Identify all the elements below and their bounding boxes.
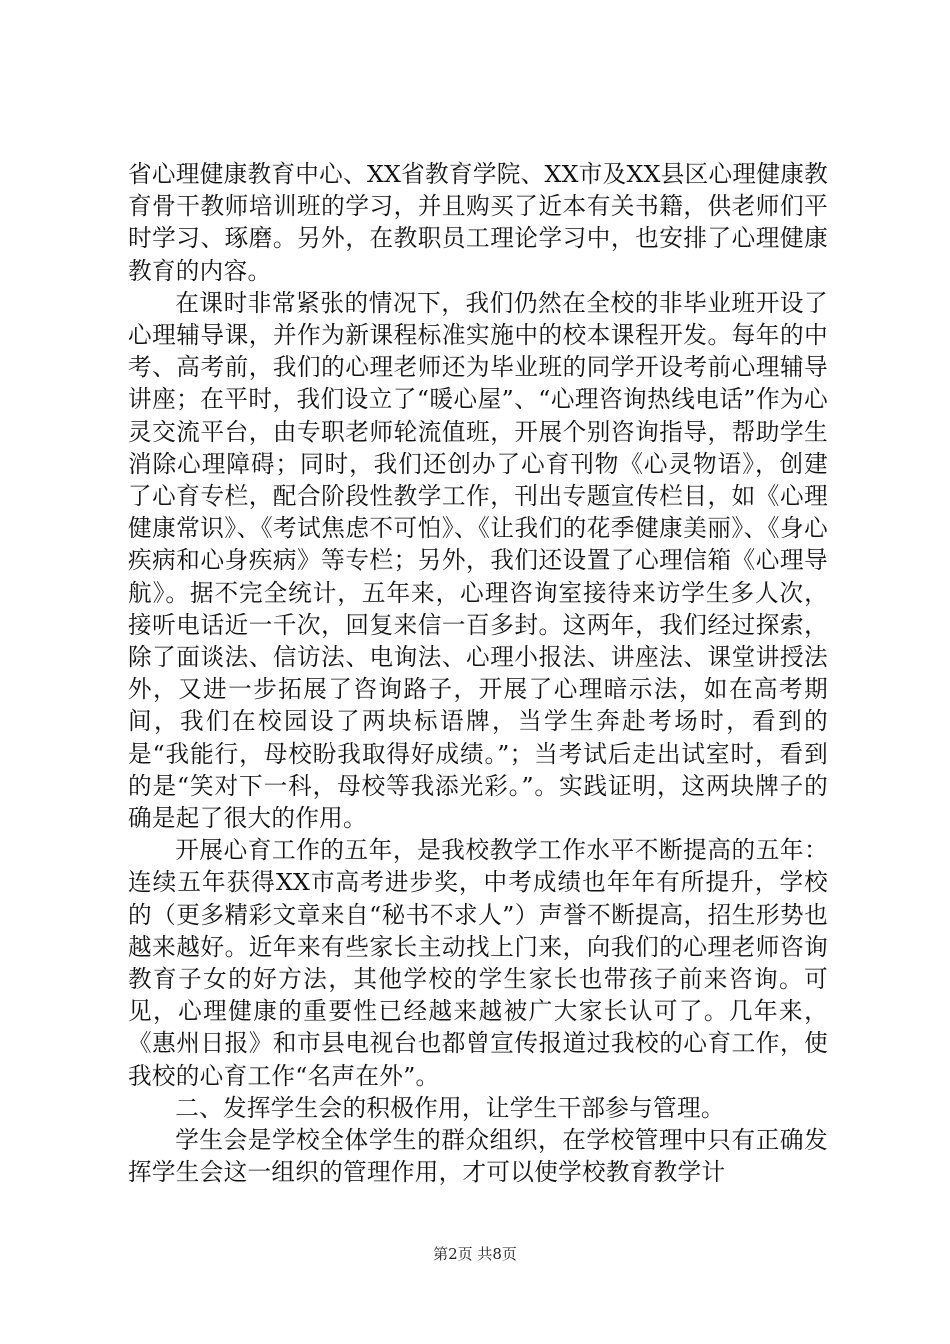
document-body [128,158,828,1189]
paragraph-counseling-activities: 在课时非常紧张的情况下，我们仍然在全校的非毕业班开设了心理辅导课，并作为新课程标准实施中的校本课程开发。每年的中考、高考前，我们的心理老师还为毕业班的同学开设考前心理辅导讲座；在平时，我们设立了“暖心屋”、“心理咨询热线电话”作为心灵交流平台，由专职老师轮流值班，开展个别咨询指导，帮助学生消除心理障碍；同时，我们还创办了心育刊物《心灵物语》，创建了心育专栏，配合阶段性教学工作，刊出专题宣传栏目，如《心理健康常识》、《考试焦虑不可怕》、《让我们的花季健康美丽》、《身心疾病和心身疾病》等专栏；另外，我们还设置了心理信箱《心理导航》。据不完全统计，五年来，心理咨询室接待来访学生多人次，接听电话近一千次，回复来信一百多封。这两年，我们经过探索，除了面谈法、信访法、电询法、心理小报法、讲座法、课堂讲授法外，又进一步拓展了咨询路子，开展了心理暗示法，如在高考期间，我们在校园设了两块标语牌，当学生奔赴考场时，看到的是“我能行，母校盼我取得好成绩。”；当考试后走出试室时，看到的是“笑对下一科，母校等我添光彩。”。实践证明，这两块牌子的确是起了很大的作用。 [128,288,828,833]
paragraph-continuation: 省心理健康教育中心、XX省教育学院、XX市及XX县区心理健康教育骨干教师培训班的学习，并且购买了近本有关书籍，供老师们平时学习、琢磨。另外，在教职员工理论学习中，也安排了心理健康教育的内容。 [128,160,828,285]
page-number-footer: 第2页 共8页 [433,1245,517,1263]
paragraph-five-year-results: 开展心育工作的五年，是我校教学工作水平不断提高的五年：连续五年获得XX市高考进步奖，中考成绩也年年有所提升，学校的（更多精彩文章来自“秘书不求人”）声誉不断提高，招生形势也越来越好。近年来有些家长主动找上门来，向我们的心理老师咨询教育子女的好方法，其他学校的学生家长也带孩子前来咨询。可见，心理健康的重要性已经越来越被广大家长认可了。几年来，《惠州日报》和市县电视台也都曾宣传报道过我校的心育工作，使我校的心育工作“名声在外”。 [128,836,828,1090]
section-heading-student-union: 二、发挥学生会的积极作用，让学生干部参与管理。 [175,1093,725,1122]
paragraph-student-union: 学生会是学校全体学生的群众组织，在学校管理中只有正确发挥学生会这一组织的管理作用，才可以使学校教育教学计 [128,1126,828,1187]
